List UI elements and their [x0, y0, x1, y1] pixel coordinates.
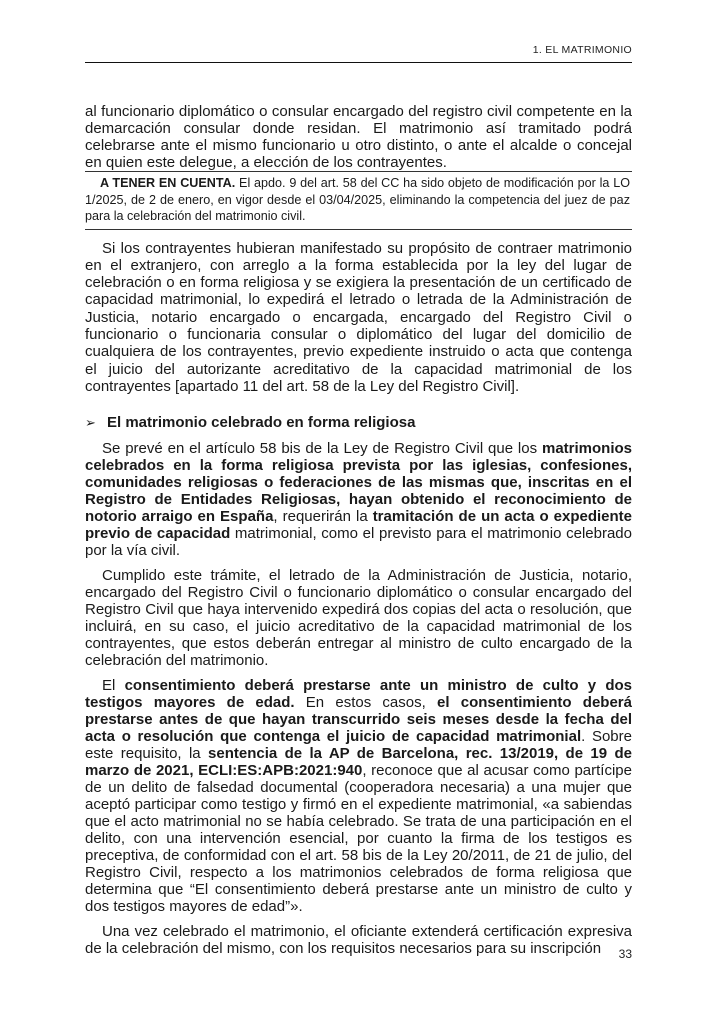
text-run: Se prevé en el artículo 58 bis de la Ley de Registro Civil que los	[102, 440, 542, 458]
bold-run: sentencia de la AP de Barcelona, rec. 13/2019, de 19 de marzo de 2021, ECLI:ES:APB:2021:940	[85, 745, 632, 780]
bold-run: matrimonios celebrados en la forma religiosa prevista por las iglesias, confesiones, comunidades religiosas o federaciones de las mismas que, inscritas en el Registro de Entidades Religiosas, hayan obtenido el reconocimiento de notorio arraigo en España	[85, 440, 632, 526]
section-heading	[85, 414, 632, 431]
header-rule	[85, 62, 632, 63]
text-run: , requerirán la	[273, 508, 373, 526]
page-number: 33	[618, 947, 632, 961]
paragraph-continuation: al funcionario diplomático o consular encargado del registro civil competente en la demarcación consular donde residan. El matrimonio así tramitado podrá celebrarse ante el mismo funcionario u otro distinto, o ante el alcalde o concejal en quien este delegue, a elección de los contrayentes.	[85, 103, 632, 171]
text-run: . Sobre este requisito, la	[85, 728, 632, 763]
bold-run: el consentimiento deberá prestarse antes de que hayan transcurrido seis meses desde la fecha del acta o resolución que contenga el juicio de capacidad matrimonial	[85, 694, 632, 746]
note-text: El apdo. 9 del art. 58 del CC ha sido objeto de modificación por la LO 1/2025, de 2 de enero, en vigor desde el 03/04/2025, eliminando la competencia del juez de paz para la celebración del matrimonio civil.	[85, 176, 630, 223]
paragraph-procedure: Cumplido este trámite, el letrado de la Administración de Justicia, notario, encargado del Registro Civil o funcionario diplomático o consular encargado del Registro Civil que haya intervenido expedirá dos copias del acta o resolución, que incluirá, en su caso, el juicio acreditativo de la capacidad matrimonial de los contrayentes, que estos deberán entregar al ministro de culto encargado de la celebración del matrimonio.	[85, 567, 632, 670]
note-label: A TENER EN CUENTA.	[100, 176, 236, 190]
text-run: El	[102, 677, 125, 695]
paragraph-religious-form	[85, 440, 632, 559]
paragraph-certification: Una vez celebrado el matrimonio, el oficiante extenderá certificación expresiva de la celebración del mismo, con los requisitos necesarios para su inscripción	[85, 923, 632, 958]
page-body	[85, 103, 632, 957]
bold-run: consentimiento deberá prestarse ante un ministro de culto y dos testigos mayores de edad.	[85, 677, 632, 712]
arrow-bullet-icon: ➢	[85, 415, 96, 431]
paragraph-certificate: Si los contrayentes hubieran manifestado su propósito de contraer matrimonio en el extranjero, con arreglo a la forma establecida por la ley del lugar de celebración o en forma religiosa y se exigiera la presentación de un certificado de capacidad matrimonial, lo expedirá el letrado o letrada de la Administración de Justicia, notario encargado o encargada, encargado del Registro Civil o funcionario o funcionaria consular o diplomático del lugar del domicilio de cualquiera de los contrayentes, previo expediente instruido o acta que contenga el juicio del autorizante acreditativo de la capacidad matrimonial de los contrayentes [apartado 11 del art. 58 de la Ley del Registro Civil].	[85, 239, 632, 395]
text-run: matrimonial, como el previsto para el matrimonio celebrado por la vía civil.	[85, 525, 632, 560]
text-run: , reconoce que al acusar como partícipe de un delito de falsedad documental (cooperadora necesaria) a una mujer que aceptó participar como testigo y firmó en el expediente matrimonial, «a sabiendas que el acto matrimonial no se había celebrado. Se trata de una participación en el delito, con una intervención esencial, por cuanto la firma de los testigos es preceptiva, de conformidad con el art. 58 bis de la Ley 20/2011, de 21 de julio, del Registro Civil, respecto a los matrimonios celebrados de forma religiosa que determina que “El consentimiento deberá prestarse ante un ministro de culto y dos testigos mayores de edad”».	[85, 762, 632, 916]
paragraph-consent	[85, 677, 632, 915]
bold-run: tramitación de un acta o expediente previo de capacidad	[85, 508, 632, 543]
text-run: En estos casos,	[294, 694, 437, 712]
section-title: El matrimonio celebrado en forma religiosa	[107, 414, 416, 432]
running-head: 1. EL MATRIMONIO	[532, 44, 632, 56]
note-box	[85, 171, 632, 230]
